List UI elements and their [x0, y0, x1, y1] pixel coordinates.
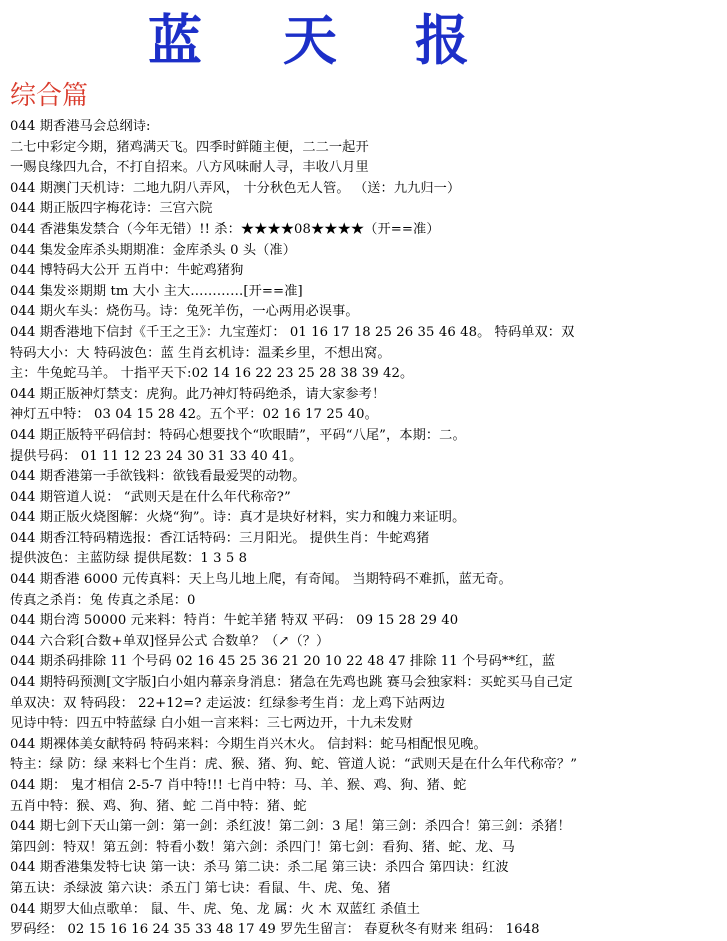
text-line: 044 期香江特码精选报：香江话特码：三月阳光。 提供生肖：牛蛇鸡猪: [10, 530, 430, 546]
text-line: 044 期特码预测[文字版]白小姐内幕亲身消息：猪急在先鸡也跳 赛马会独家料：买蛇买马自己定: [10, 675, 573, 691]
text-line: 044 期火车头：烧伤马。诗：兔死羊伤，一心两用必误事。: [10, 304, 359, 320]
text-line: 044 期澳门天机诗：二地九阴八弄风， 十分秋色无人管。 （送：九九归一）: [10, 180, 461, 196]
text-line: 044 期台湾 50000 元来料：特肖：牛蛇羊猪 特双 平码： 09 15 28 29 40: [10, 613, 459, 629]
text-line: 044 集发※期期 tm 大小 主大…………[开==准]: [10, 283, 303, 299]
text-line: 044 期： 鬼才相信 2-5-7 肖中特!!! 七肖中特：马、羊、猴、鸡、狗、猪、蛇: [10, 778, 467, 793]
text-line: 罗码经： 02 15 16 16 24 35 33 48 17 49 罗先生留言： 春夏秋冬有财来 组码： 1648: [10, 922, 540, 938]
masthead-char-3: 报: [415, 8, 469, 72]
text-line: 044 期裸体美女献特码 特码来料：今期生肖兴木火。 信封料：蛇马相配恨见晚。: [10, 736, 487, 752]
text-line: 提供波色：主蓝防绿 提供尾数：1 3 5 8: [10, 551, 248, 567]
text-line: 五肖中特：猴、鸡、狗、猪、蛇 二肖中特：猪、蛇: [10, 798, 307, 814]
text-line: 044 期罗大仙点歌单： 鼠、牛、虎、兔、龙 属：火 木 双蓝红 杀值土: [10, 901, 420, 917]
text-line: 044 期正版特平码信封：特码心想要找个“吹眼睛”，平码“八尾”，本期：二。: [10, 427, 466, 443]
text-line: 044 香港集发禁合（今年无错）!! 杀：★★★★08★★★★（开==准）: [10, 221, 440, 237]
text-line: 特主：绿 防：绿 来料七个生肖：虎、猴、猪、狗、蛇、管道人说：“武则天是在什么年代称帝？”: [10, 757, 578, 773]
text-line: 第五诀：杀绿波 第六诀：杀五门 第七诀：看鼠、牛、虎、兔、猪: [10, 880, 391, 896]
text-line: 第四剑：特双！第五剑：特看小数！第六剑：杀四门！第七剑：看狗、猪、蛇、龙、马: [10, 839, 515, 855]
text-line: 044 期杀码排除 11 个号码 02 16 45 25 36 21 20 10 22 48 47 排除 11 个号码**红，蓝: [10, 654, 556, 670]
text-line: 提供号码： 01 11 12 23 24 30 31 33 40 41。: [10, 448, 303, 464]
text-line: 044 六合彩[合数+单双]怪异公式 合数单？（↗（？）: [10, 633, 330, 649]
text-line: 单双决：双 特码段： 22+12=? 走运波：红绿参考生肖：龙上鸡下站两边: [10, 695, 446, 711]
text-line: 044 期正版神灯禁支：虎狗。此乃神灯特码绝杀，请大家参考！: [10, 386, 386, 402]
text-line: 神灯五中特： 03 04 15 28 42。五个平：02 16 17 25 40。: [10, 407, 378, 423]
section-title: 综合篇: [10, 81, 89, 111]
text-line: 044 期正版火烧图解：火烧“狗”。诗：真才是块好材料，实力和魄力来证明。: [10, 510, 466, 526]
masthead-char-2: 天: [283, 8, 337, 72]
text-line: 044 期七剑下天山第一剑：第一剑：杀红波！第二剑：3 尾！第三剑：杀四合！第三剑：杀猪！: [10, 819, 571, 835]
text-line: 044 期香港第一手欲钱料：欲钱看最爱哭的动物。: [10, 469, 306, 485]
text-line: 044 期香港马会总纲诗:: [10, 119, 151, 134]
text-line: 见诗中特：四五中特蓝绿 白小姐一言来料：三七两边开，十九未发财: [10, 716, 413, 732]
text-line: 二七中彩定今期，猪鸡满天飞。四季时鲜随主便，二二一起开: [10, 139, 369, 155]
text-line: 特码大小：大 特码波色：蓝 生肖玄机诗：温柔乡里，不想出窝。: [10, 345, 391, 361]
text-line: 主：牛兔蛇马羊。 十指平天下:02 14 16 22 23 25 28 38 39 42。: [10, 366, 414, 382]
text-line: 044 期正版四字梅花诗：三宫六院: [10, 201, 213, 217]
text-line: 044 集发金库杀头期期准：金库杀头 0 头（准）: [10, 242, 297, 258]
text-line: 044 期香港 6000 元传真料：天上鸟儿地上爬，有奇闻。 当期特码不难抓，蓝无奇。: [10, 572, 512, 588]
masthead: [0, 8, 727, 78]
text-line: 044 期香港地下信封《千王之王》：九宝莲灯： 01 16 17 18 25 26 35 46 48。 特码单双：双: [10, 324, 575, 340]
text-line: 044 期香港集发特七诀 第一诀：杀马 第二诀：杀二尾 第三诀：杀四合 第四诀：红波: [10, 860, 509, 876]
text-line: 044 期管道人说： “武则天是在什么年代称帝?”: [10, 489, 291, 505]
text-line: 传真之杀肖：兔 传真之杀尾：0: [10, 592, 196, 608]
text-line: 一赐良缘四九合，不打自招来。八方风味耐人寻，丰收八月里: [10, 160, 369, 176]
masthead-char-1: 蓝: [148, 8, 202, 72]
text-line: 044 博特码大公开 五肖中：牛蛇鸡猪狗: [10, 263, 244, 279]
content-body: [10, 117, 722, 941]
